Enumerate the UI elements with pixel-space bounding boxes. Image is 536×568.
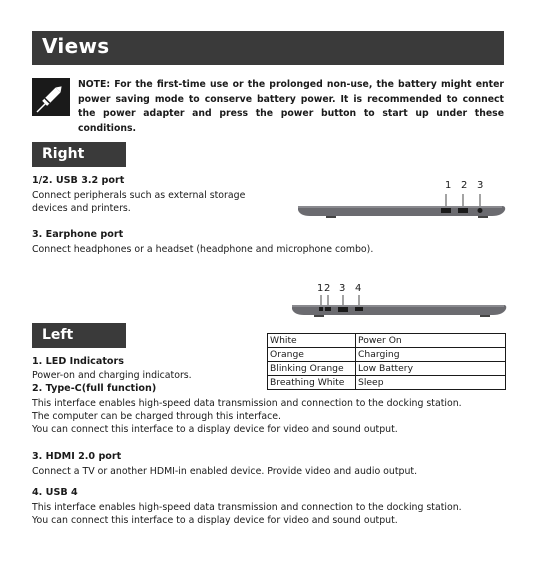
left-port-label-4: 4: [355, 283, 362, 294]
led-status-table: [267, 333, 506, 390]
led-state-cell: Low Battery: [356, 362, 506, 376]
usb32-desc-line2: devices and printers.: [32, 203, 131, 214]
right-side-laptop-illustration: [296, 192, 508, 226]
usb4-desc-line1: This interface enables high-speed data transmission and connection to the docking station.: [32, 502, 462, 513]
earphone-title: 3. Earphone port: [32, 229, 124, 240]
typec-title: 2. Type-C(full function): [32, 383, 157, 394]
usb32-desc-line1: Connect peripherals such as external storage: [32, 190, 246, 201]
usb4-desc-line2: You can connect this interface to a display device for video and sound output.: [32, 515, 398, 526]
page-title: Views: [42, 34, 110, 58]
led-color-cell: Orange: [268, 348, 356, 362]
led-color-cell: Breathing White: [268, 376, 356, 390]
led-color-cell: Blinking Orange: [268, 362, 356, 376]
right-port-label-2: 2: [461, 180, 468, 191]
left-port-label-3: 3: [339, 283, 346, 294]
earphone-desc: Connect headphones or a headset (headphone and microphone combo).: [32, 244, 374, 255]
table-row: [268, 348, 506, 362]
led-state-cell: Charging: [356, 348, 506, 362]
section-banner: [32, 31, 504, 65]
typec-desc-line1: This interface enables high-speed data transmission and connection to the docking station.: [32, 398, 462, 409]
right-tag: Right: [32, 142, 126, 167]
left-tag: Left: [32, 323, 126, 348]
left-port-label-2: 2: [324, 283, 331, 294]
hdmi-desc: Connect a TV or another HDMI-in enabled device. Provide video and audio output.: [32, 466, 418, 477]
typec-desc-line3: You can connect this interface to a display device for video and sound output.: [32, 424, 398, 435]
led-title: 1. LED Indicators: [32, 356, 124, 367]
right-port-label-3: 3: [477, 180, 484, 191]
right-port-label-1: 1: [445, 180, 452, 191]
led-desc: Power-on and charging indicators.: [32, 370, 192, 381]
usb32-title: 1/2. USB 3.2 port: [32, 175, 125, 186]
led-color-cell: White: [268, 334, 356, 348]
left-port-label-1: 1: [317, 283, 324, 294]
usb4-title: 4. USB 4: [32, 487, 78, 498]
pencil-note-icon: [32, 78, 70, 116]
left-side-laptop-illustration: [290, 295, 508, 325]
table-row: [268, 334, 506, 348]
typec-desc-line2: The computer can be charged through this interface.: [32, 411, 282, 422]
hdmi-title: 3. HDMI 2.0 port: [32, 451, 122, 462]
note-text: NOTE: For the first-time use or the prolonged non-use, the battery might enter power saving mode to conserve battery power. It is recommended to connect the power adapter and press the power button to start up under these conditions.: [78, 79, 504, 134]
table-row: [268, 362, 506, 376]
led-state-cell: Power On: [356, 334, 506, 348]
led-state-cell: Sleep: [356, 376, 506, 390]
table-row: [268, 376, 506, 390]
